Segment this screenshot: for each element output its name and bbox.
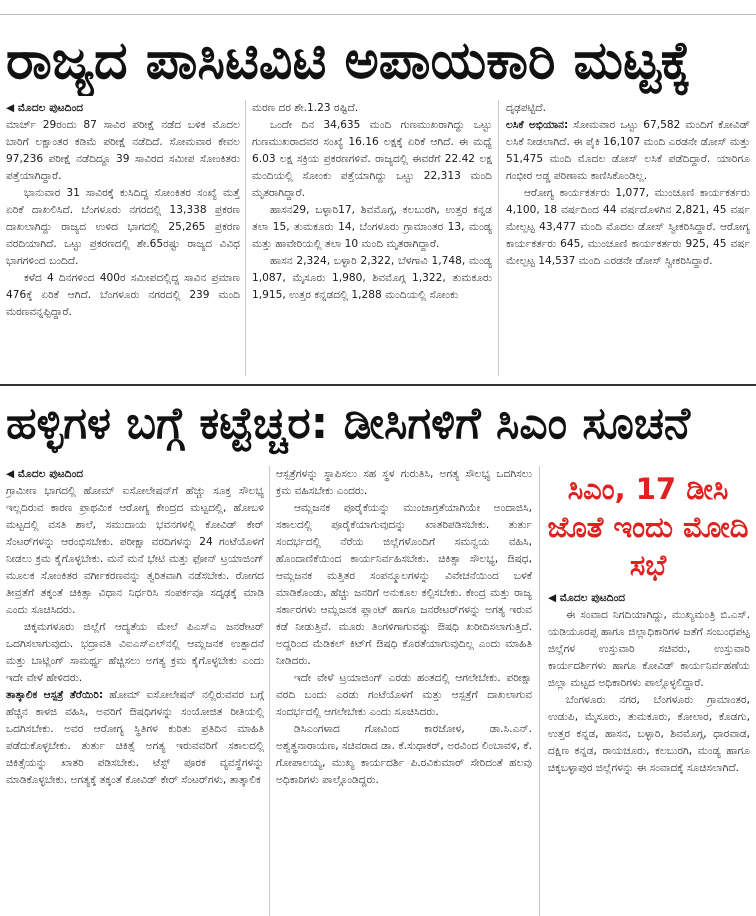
paragraph: ಮರಣ ದರ ಶೇ.1.23 ರಷ್ಟಿದೆ. [252, 102, 359, 114]
paragraph: ಈ ಸಂವಾದ ನಿಗದಿಯಾಗಿದ್ದು, ಮುಖ್ಯಮಂತ್ರಿ ಬಿ.ಎಸ್. ಯಡಿಯೂರಪ್ಪ ಹಾಗೂ ಜಿಲ್ಲಾಧಿಕಾರಿಗಳ ಜತೆಗೆ ಸಂಬಂಧಪಟ್ಟ ಜಿಲ್ಲೆಗಳ ಉಸ್ತುವಾರಿ ಸಚಿವರು, ಉಸ್ತುವಾರಿ ಕಾರ್ಯದರ್ಶಿಗಳು ಹಾಗೂ ಕೋವಿಡ್ ಕಾರ್ಯನಿರ್ವಹಣೆಯ ಜಿಲ್ಲಾ ಮಟ್ಟದ ಅಧಿಕಾರಿಗಳು ಪಾಲ್ಗೊಳ್ಳಲಿದ್ದಾರೆ. [548, 609, 750, 689]
paragraph: ಡಿಸಿಎಂಗಳಾದ ಗೋವಿಂದ ಕಾರಜೋಳ, ಡಾ.ಸಿ.ಎನ್. ಅಶ್ವತ್ಥನಾರಾಯಣ, ಸಚಿವರಾದ ಡಾ. ಕೆ.ಸುಧಾಕರ್, ಅರವಿಂದ ಲಿಂಬಾವಳಿ, ಕೆ. ಗೋಪಾಲಯ್ಯ, ಮುಖ್ಯ ಕಾರ್ಯದರ್ಶಿ ಪಿ.ರವಿಕುಮಾರ್ ಸೇರಿದಂತೆ ಹಲವು ಅಧಿಕಾರಿಗಳು ಪಾಲ್ಗೊಂಡಿದ್ದರು. [276, 723, 532, 786]
column-divider [245, 100, 246, 376]
subhead-vaccination: ಲಸಿಕೆ ಅಭಿಯಾನ: [506, 119, 569, 131]
article2-column-2 [276, 466, 532, 916]
article1-column-3 [506, 100, 750, 376]
paragraph: ಹಾಸನ 2,324, ಬಳ್ಳಾರಿ 2,322, ಬೆಳಗಾವಿ 1,748, ಮಂಡ್ಯ 1,087, ಮೈಸೂರು 1,980, ಶಿವಮೊಗ್ಗ 1,322, ತುಮಕೂರು 1,915, ಉತ್ತರ ಕನ್ನಡದಲ್ಲಿ 1,288 ಮಂದಿಯಲ್ಲಿ ಸೋಂಕು [252, 255, 492, 301]
paragraph: ಇದೇ ವೇಳೆ ಟ್ರಯಾಜಿಂಗ್ ಎರಡು ಹಂತದಲ್ಲಿ ಆಗಲೇಬೇಕು. ಪರೀಕ್ಷಾ ವರದಿ ಬಂದು ಎರಡು ಗಂಟೆಯೊಳಗೆ ಮತ್ತು ಆಸ್ಪತ್ರೆಗೆ ದಾಖಲಾಗುವ ಸಂದರ್ಭದಲ್ಲಿ ಆಗಲೇಬೇಕು ಎಂದು ಸೂಚಿಸಿದರು. [276, 672, 532, 718]
paragraph: ಮಾರ್ಚ್ 29ರಂದು 87 ಸಾವಿರ ಪರೀಕ್ಷೆ ನಡೆದ ಬಳಿಕ ಮೊದಲ ಬಾರಿಗೆ ಲಕ್ಷಾಂತರ ಕಡಿಮೆ ಪರೀಕ್ಷೆ ನಡೆದಿದೆ. ಸೋಮವಾರ ಕೇವಲ 97,236 ಪರೀಕ್ಷೆ ನಡೆದಿದ್ದೂ 39 ಸಾವಿರದ ಸಮೀಪ ಸೋಂಕಿತರು ಪತ್ತೆಯಾಗಿದ್ದಾರೆ. [6, 119, 240, 182]
byline: ◀ ಮೊದಲ ಪುಟದಿಂದ [548, 592, 626, 604]
paragraph: ಆರೋಗ್ಯ ಕಾರ್ಯಕರ್ತರು 1,077, ಮುಂಚೂಣಿ ಕಾರ್ಯಕರ್ತರು 4,100, 18 ವರ್ಷದಿಂದ 44 ವರ್ಷದೊಳಗಿನ 2,821, 45 ವರ್ಷ ಮೇಲ್ಪಟ್ಟ 43,477 ಮಂದಿ ಮೊದಲ ಡೋಸ್ ಸ್ವೀಕರಿಸಿದ್ದಾರೆ. ಆರೋಗ್ಯ ಕಾರ್ಯಕರ್ತರು 645, ಮುಂಚೂಣಿ ಕಾರ್ಯಕರ್ತರು 925, 45 ವರ್ಷ ಮೇಲ್ಪಟ್ಟ 14,537 ಮಂದಿ ಎರಡನೇ ಡೋಸ್ ಸ್ವೀಕರಿಸಿದ್ದಾರೆ. [506, 187, 750, 267]
paragraph-text: ಹೋಮ್ ಐಸೋಲೇಷನ್ ನಲ್ಲಿರುವವರ ಬಗ್ಗೆ ಹೆಚ್ಚಿನ ಕಾಳಜಿ ವಹಿಸಿ, ಅವರಿಗೆ ಔಷಧಿಗಳನ್ನು ಸಂಯೋಜಿತ ರೀತಿಯಲ್ಲಿ ಒದಗಿಸಬೇಕು. ಅವರ ಆರೋಗ್ಯ ಸ್ಥಿತಿಗಳ ಕುರಿತು ಪ್ರತಿದಿನ ಮಾಹಿತಿ ಪಡೆದುಕೊಳ್ಳಬೇಕು. ತುರ್ತು ಚಿಕಿತ್ಸೆ ಅಗತ್ಯ ಇರುವವರಿಗೆ ಸಕಾಲದಲ್ಲಿ ಚಿಕಿತ್ಸೆಯನ್ನು ಖಾತರಿ ಪಡಿಸಬೇಕು. ಟೆಸ್ಟ್ ಪೂರಕ ವ್ಯವಸ್ಥೆಗಳನ್ನು ಮಾಡಿಕೊಳ್ಳಬೇಕು. ಅಗತ್ಯಕ್ಕೆ ತಕ್ಕಂತೆ ಕೋವಿಡ್ ಕೇರ್ ಸೆಂಟರ್‌ಗಳು, ತಾತ್ಕಾಲಿಕ [6, 689, 264, 786]
column-divider [498, 100, 499, 376]
paragraph: ಆಮ್ಲಜನಕ ಪೂರೈಕೆಯನ್ನು ಮುಂಜಾಗ್ರತೆಯಾಗಿಯೇ ಅಂದಾಜಿಸಿ, ಸಕಾಲದಲ್ಲಿ ಪೂರೈಕೆಯಾಗುವುದನ್ನು ಖಾತರಿಪಡಿಸಬೇಕು. ತುರ್ತು ಸಂದರ್ಭದಲ್ಲಿ ನೆರೆಯ ಜಿಲ್ಲೆಗಳೊಂದಿಗೆ ಸಮನ್ವಯ ವಹಿಸಿ, ಹೊಂದಾಣಿಕೆಯಿಂದ ಕಾರ್ಯನಿರ್ವಹಿಸಬೇಕು. ಚಿಕಿತ್ಸಾ ಸೌಲಭ್ಯ, ಔಷಧ, ಆಮ್ಲಜನಕ ಮತ್ತಿತರ ಸಂಪನ್ಮೂಲಗಳನ್ನು ವಿವೇಚನೆಯಿಂದ ಬಳಕೆ ಮಾಡಿಕೊಂಡು, ಹೆಚ್ಚು ಜನರಿಗೆ ಅನುಕೂಲ ಕಲ್ಪಿಸಬೇಕು. ಕೇಂದ್ರ ಮತ್ತು ರಾಜ್ಯ ಸರ್ಕಾರಗಳು ಆಮ್ಲಜನಕ ಪ್ಲಾಂಟ್ ಹಾಗೂ ಜನರೇಟರ್‌ಗಳನ್ನು ಅಗತ್ಯ ಇರುವ ಕಡೆ ನೀಡುತ್ತಿವೆ. ಮೂರು ತಿಂಗಳಿಗಾಗುವಷ್ಟು ಔಷಧಿ ಖರೀದಿಸಲಾಗುತ್ತಿದೆ. ಅದ್ದರಿಂದ ಮೆಡಿಕಲ್ ಕಿಟ್‌ಗೆ ಔಷಧಿ ಕೊರತೆಯಾಗುವುದಿಲ್ಲ ಎಂದು ಮಾಹಿತಿ ನೀಡಿದರು. [276, 502, 532, 667]
article1-column-2 [252, 100, 492, 376]
paragraph: ಕಳೆದ 4 ದಿನಗಳಿಂದ 400ರ ಸಮೀಪದಲ್ಲಿದ್ದ ಸಾವಿನ ಪ್ರಮಾಣ 476ಕ್ಕೆ ಏರಿಕೆ ಆಗಿದೆ. ಬೆಂಗಳೂರು ನಗರದಲ್ಲಿ 239 ಮಂದಿ ಮರಣವನ್ನಪ್ಪಿದ್ದಾರೆ. [6, 272, 240, 318]
paragraph-temporary-hospital [6, 687, 264, 789]
sidebar-headline: ಸಿಎಂ, 17 ಡೀಸಿ ಜೊತೆ ಇಂದು ಮೋದಿ ಸಭೆ [547, 472, 749, 582]
headline-positivity: ರಾಜ್ಯದ ಪಾಸಿಟಿವಿಟಿ ಅಪಾಯಕಾರಿ ಮಟ್ಟಕ್ಕೆ [6, 31, 692, 91]
sidebar-column [548, 590, 750, 916]
paragraph-text: ಸೋಮವಾರ ಒಟ್ಟು 67,582 ಮಂದಿಗೆ ಕೋವಿಡ್ ಲಸಿಕೆ ನೀಡಲಾಗಿದೆ. ಈ ಪೈಕಿ 16,107 ಮಂದಿ ಎರಡನೇ ಡೋಸ್ ಮತ್ತು 51,475 ಮಂದಿ ಮೊದಲ ಡೋಸ್ ಲಸಿಕೆ ಪಡೆದಿದ್ದಾರೆ. ಯಾರಿಗೂ ಗಂಭೀರ ಅಡ್ಡ ಪರಿಣಾಮ ಕಾಣಿಸಿಕೊಂಡಿಲ್ಲ. [506, 119, 750, 182]
paragraph: ಹಾಸನ29, ಬಳ್ಳಾರಿ17, ಶಿವಮೊಗ್ಗ, ಕಲಬುರಗಿ, ಉತ್ತರ ಕನ್ನಡ ತಲಾ 15, ತುಮಕೂರು 14, ಬೆಂಗಳೂರು ಗ್ರಾಮಾಂತರ 13, ಮಂಡ್ಯ ಮತ್ತು ಹಾವೇರಿಯಲ್ಲಿ ತಲಾ 10 ಮಂದಿ ಮೃತರಾಗಿದ್ದಾರೆ. [252, 204, 492, 250]
column-divider [539, 466, 540, 916]
paragraph: ಭಾನುವಾರ 31 ಸಾವಿರಕ್ಕೆ ಕುಸಿದಿದ್ದ ಸೋಂಕಿತರ ಸಂಖ್ಯೆ ಮತ್ತೆ ಏರಿಕೆ ದಾಖಲಿಸಿದೆ. ಬೆಂಗಳೂರು ನಗರದಲ್ಲಿ 13,338 ಪ್ರಕರಣ ದಾಖಲಾಗಿದ್ದು ರಾಜ್ಯದ ಉಳಿದ ಭಾಗದಲ್ಲಿ 25,265 ಪ್ರಕರಣ ವರದಿಯಾಗಿದೆ. ಒಟ್ಟು ಪ್ರಕರಣದಲ್ಲಿ ಶೇ.65ರಷ್ಟು ರಾಜ್ಯದ ವಿವಿಧ ಭಾಗಗಳಿಂದ ಬಂದಿದೆ. [6, 187, 240, 267]
paragraph: ಚಿಕ್ಕಮಗಳೂರು ಜಿಲ್ಲೆಗೆ ಆದ್ಯತೆಯ ಮೇಲೆ ಪಿಎಸ್‌ಎ ಜನರೇಟರ್ ಒದಗಿಸಲಾಗುವುದು. ಭದ್ರಾವತಿ ವಿಐಎಸ್‌ಎಲ್‌ನಲ್ಲಿ ಆಮ್ಲಜನಕ ಉತ್ಪಾದನೆ ಮತ್ತು ಬಾಟ್ಲಿಂಗ್ ಸಾಮರ್ಥ್ಯ ಹೆಚ್ಚಿಸಲು ಅಗತ್ಯ ಕ್ರಮ ಕೈಗೊಳ್ಳಬೇಕು ಎಂದು ಇದೇ ವೇಳೆ ಹೇಳಿದರು. [6, 621, 264, 684]
byline: ◀ ಮೊದಲ ಪುಟದಿಂದ [6, 468, 84, 480]
paragraph: ಒಂದೇ ದಿನ 34,635 ಮಂದಿ ಗುಣಮುಖರಾಗಿದ್ದು ಒಟ್ಟು ಗುಣಮುಖರಾದವರ ಸಂಖ್ಯೆ 16.16 ಲಕ್ಷಕ್ಕೆ ಏರಿಕೆ ಆಗಿದೆ. ಈ ಮಧ್ಯೆ 6.03 ಲಕ್ಷ ಸಕ್ರಿಯ ಪ್ರಕರಣಗಳಿವೆ. ರಾಜ್ಯದಲ್ಲಿ ಈವರೆಗೆ 22.42 ಲಕ್ಷ ಮಂದಿಯಲ್ಲಿ ಸೋಂಕು ಪತ್ತೆಯಾಗಿದ್ದು ಒಟ್ಟು 22,313 ಮಂದಿ ಮೃತರಾಗಿದ್ದಾರೆ. [252, 119, 492, 199]
paragraph: ಗ್ರಾಮೀಣ ಭಾಗದಲ್ಲಿ ಹೋಮ್ ಐಸೋಲೇಷನ್‌ಗೆ ಹೆಚ್ಚು ಸೂಕ್ತ ಸೌಲಭ್ಯ ಇಲ್ಲದಿರುವ ಕಾರಣ ಪ್ರಾಥಮಿಕ ಆರೋಗ್ಯ ಕೇಂದ್ರದ ಮಟ್ಟದಲ್ಲಿ, ಹೋಬಳಿ ಮಟ್ಟದಲ್ಲಿ ವಸತಿ ಶಾಲೆ, ಸಮುದಾಯ ಭವನಗಳಲ್ಲಿ ಕೋವಿಡ್ ಕೇರ್ ಸೆಂಟರ್‌ಗಳನ್ನು ಆರಂಭಿಸಬೇಕು. ಪರೀಕ್ಷಾ ವರದಿಗಳನ್ನು 24 ಗಂಟೆಯೊಳಗೆ ನೀಡಲು ಕ್ರಮ ಕೈಗೊಳ್ಳಬೇಕು. ಮನೆ ಮನೆ ಭೇಟಿ ಮತ್ತು ಫೋನ್ ಟ್ರಯಾಜಿಂಗ್ ಮೂಲಕ ಸೋಂಕಿತರ ವರ್ಗೀಕರಣವನ್ನು ತ್ವರಿತವಾಗಿ ನಡೆಸಬೇಕು. ರೋಗದ ತೀವ್ರತೆಗೆ ತಕ್ಕಂತೆ ಚಿಕಿತ್ಸಾ ವಿಧಾನ ನಿರ್ಧರಿಸಿ ಸಂಪರ್ಕವೂ ಸದೃಢಕ್ಕೆ ಮಾಡಿ ಎಂದು ಸೂಚಿಸಿದರು. [6, 485, 264, 616]
article2-column-1 [6, 466, 264, 916]
article1-column-1 [6, 100, 240, 376]
paragraph: ಬೆಂಗಳೂರು ನಗರ, ಬೆಂಗಳೂರು ಗ್ರಾಮಾಂತರ, ಉಡುಪಿ, ಮೈಸೂರು, ತುಮಕೂರು, ಕೋಲಾರ, ಕೊಡಗು, ಉತ್ತರ ಕನ್ನಡ, ಹಾಸನ, ಬಳ್ಳಾರಿ, ಶಿವಮೊಗ್ಗ, ಧಾರವಾಡ, ದಕ್ಷಿಣ ಕನ್ನಡ, ರಾಯಚೂರು, ಕಲಬುರಗಿ, ಮಂಡ್ಯ ಹಾಗೂ ಚಿಕ್ಕಬಳ್ಳಾಪುರ ಜಿಲ್ಲೆಗಳನ್ನು ಈ ಸಂವಾದಕ್ಕೆ ಸೂಚಿಸಲಾಗಿದೆ. [548, 694, 750, 774]
headline-villages: ಹಳ್ಳಿಗಳ ಬಗ್ಗೆ ಕಟ್ಟೆಚ್ಚರ: ಡೀಸಿಗಳಿಗೆ ಸಿಎಂ ಸೂಚನೆ [6, 398, 691, 449]
paragraph-vaccination [506, 117, 750, 185]
subhead-temporary-hospital: ತಾತ್ಕಾಲಿಕ ಆಸ್ಪತ್ರೆ ತೆರೆಯಿರಿ: [6, 689, 104, 701]
page-top-edge [0, 0, 756, 15]
paragraph: ಆಸ್ಪತ್ರೆಗಳನ್ನು ಸ್ಥಾಪಿಸಲು ಸಹ ಸ್ಥಳ ಗುರುತಿಸಿ, ಅಗತ್ಯ ಸೌಲಭ್ಯ ಒದಗಿಸಲು ಕ್ರಮ ವಹಿಸಬೇಕು ಎಂದರು. [276, 468, 532, 497]
byline: ◀ ಮೊದಲ ಪುಟದಿಂದ [6, 102, 84, 114]
column-divider [269, 466, 270, 916]
paragraph: ದೃಢಪಟ್ಟಿದೆ. [506, 102, 546, 114]
section-divider [0, 384, 756, 386]
